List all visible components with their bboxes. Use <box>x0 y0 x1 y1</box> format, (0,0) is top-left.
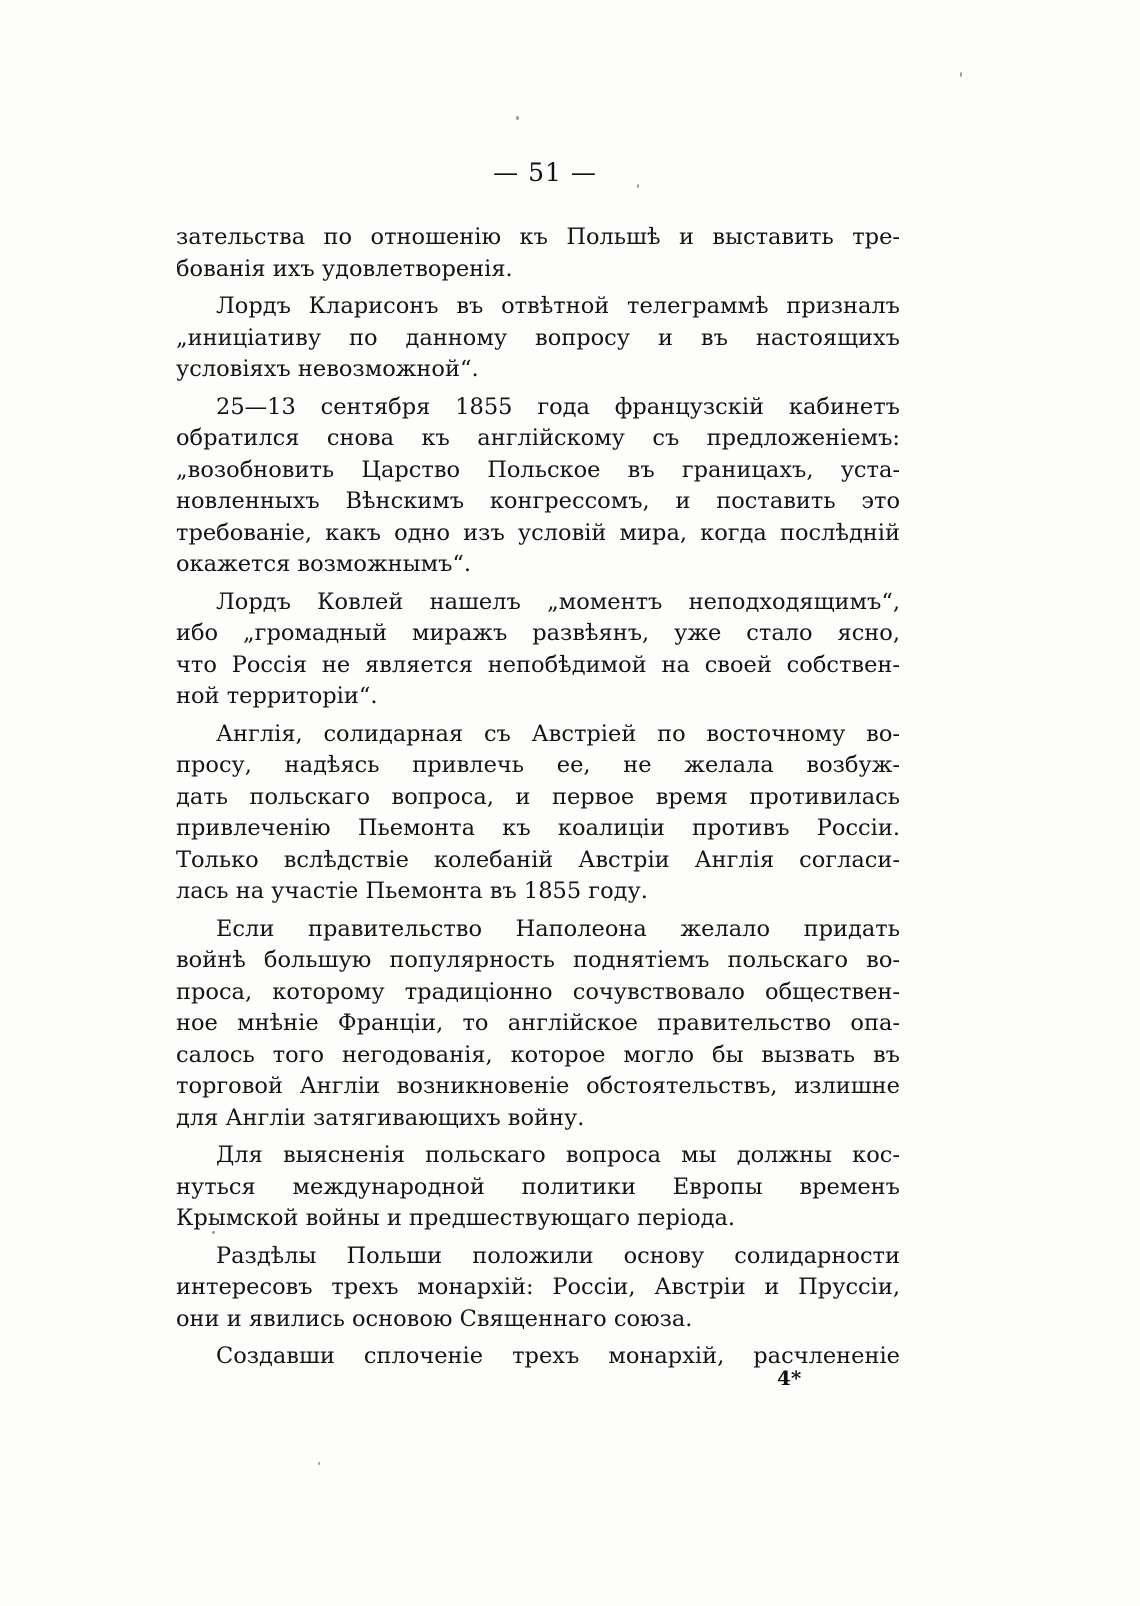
scan-speck <box>960 72 962 77</box>
text-line: Англія, солидарная съ Австріей по восточному во- <box>216 720 900 747</box>
text-line: Только вслѣдствіе колебаній Австріи Англія согласи- <box>176 846 900 873</box>
paragraph <box>176 914 900 1135</box>
printer-signature-mark: 4* <box>777 1366 802 1390</box>
text-line: обратился снова къ англійскому съ предложеніемъ: <box>176 425 900 451</box>
text-line: бованія ихъ удовлетворенія. <box>176 255 513 282</box>
text-line: окажется возможнымъ“. <box>176 551 472 577</box>
text-line: войнѣ большую популярность поднятіемъ польскаго во- <box>176 947 900 973</box>
text-line: новленныхъ Вѣнскимъ конгрессомъ, и поставить это <box>176 488 900 514</box>
text-line: ное мнѣніе Франціи, то англійское правительство опа- <box>176 1010 900 1036</box>
scan-speck <box>516 116 519 120</box>
text-line: Лордъ Ковлей нашелъ „моментъ неподходящимъ“, <box>216 588 900 615</box>
paragraph <box>176 719 900 908</box>
page-number: — 51 — <box>493 158 597 187</box>
text-line: привлеченію Пьемонта къ коалиціи противъ Россіи. <box>176 815 900 841</box>
text-line: лась на участіе Пьемонта въ 1855 году. <box>176 878 648 904</box>
text-line: торговой Англіи возникновеніе обстоятельствъ, излишне <box>176 1073 900 1099</box>
text-line: „возобновить Царство Польское въ границахъ, уста- <box>176 456 900 483</box>
text-line: „иниціативу по данному вопросу и въ настоящихъ <box>176 324 900 351</box>
text-line: нуться международной политики Европы временъ <box>176 1173 900 1200</box>
paragraph <box>176 1140 900 1235</box>
text-line: Раздѣлы Польши положили основу солидарности <box>216 1242 900 1269</box>
text-line: для Англіи затягивающихъ войну. <box>176 1104 585 1131</box>
text-line: условіяхъ невозможной“. <box>176 356 479 382</box>
text-line: Создавши сплоченіе трехъ монархій, расчлененіе <box>216 1343 900 1369</box>
text-line: салось того негодованія, которое могло бы вызвать въ <box>176 1041 900 1068</box>
paragraph <box>176 291 900 386</box>
scan-speck <box>318 1462 320 1465</box>
text-line: ибо „громадный миражъ развѣянъ, уже стало ясно, <box>176 620 900 646</box>
text-line: дать польскаго вопроса, и первое время противилась <box>176 783 900 810</box>
text-line: проса, которому традиціонно сочувствовало обществен- <box>176 978 900 1005</box>
text-line: 25—13 сентября 1855 года французскій кабинетъ <box>216 393 900 420</box>
text-line: интересовъ трехъ монархій: Россіи, Австріи и Пруссіи, <box>176 1274 900 1300</box>
scan-speck <box>212 1231 215 1234</box>
text-line: они и явились основою Священнаго союза. <box>176 1305 693 1332</box>
text-line: ной территоріи“. <box>176 683 378 709</box>
text-line: Крымской войны и предшествующаго періода. <box>176 1205 736 1231</box>
text-line: Для выясненія польскаго вопроса мы должны кос- <box>216 1142 900 1168</box>
text-line: Если правительство Наполеона желало придать <box>216 915 900 942</box>
text-line: зательства по отношенію къ Польшѣ и выставить тре- <box>176 224 900 250</box>
text-line: что Россія не является непобѣдимой на своей собствен- <box>176 651 900 678</box>
text-line: требованіе, какъ одно изъ условій мира, когда послѣдній <box>176 519 900 546</box>
body-text <box>176 222 900 1373</box>
text-line: просу, надѣясь привлечь ее, не желала возбуж- <box>176 752 900 778</box>
scan-speck <box>637 184 639 188</box>
paragraph <box>176 587 900 713</box>
text-line: Лордъ Кларисонъ въ отвѣтной телеграммѣ призналъ <box>216 293 900 319</box>
paragraph <box>176 392 900 581</box>
paragraph <box>176 222 900 285</box>
paragraph <box>176 1241 900 1336</box>
